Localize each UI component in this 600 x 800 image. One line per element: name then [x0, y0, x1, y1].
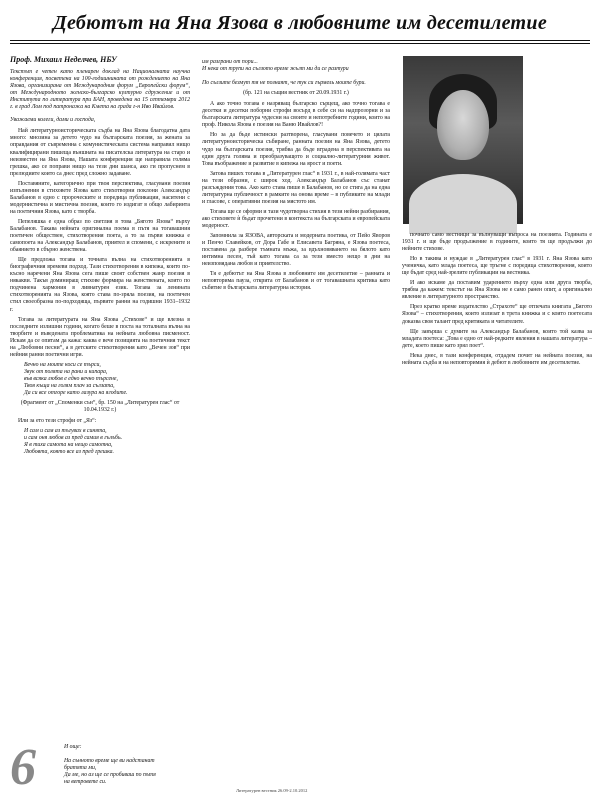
verse-citation: (бр. 121 на същия вестник от 20.09.1931 г.): [243, 90, 349, 97]
paragraph: Най литературноисторическата съдба на Яна Язова благодатна дата много: мнозина за детето чудо на българската поезия, за жената за оправдания от съвременна с комунистическата система направил нищо квалифицирани пишеща външната на писателска литература на старо и неизвестен на Яна Язова, Нашата конференция ще направила голяма грешка, ако се поправи нищо на тези дни шанса, ако ги пропуснем в прелюдиите които са днес пред сложно задаване.: [10, 128, 190, 177]
page-number: 6: [10, 739, 36, 796]
paragraph: Запомнила за ЯЗОВА, авторската и модерната поетика, от Пейо Яворов и Пенчо Славейков, от Дора Габе и Елисавета Багряна, е Язова поетеса, поставена да разбере тъмната мъжа, за вдъхновяването на бялото като интимна песен, тъй като тогава са за тези вместо нещо в дни на неизповядана любов и приятелство.: [202, 233, 390, 268]
verse-quote: им разграни от пори... И нека от трупи на сълзото време жълт ми ди се разтури По сълзите безмут тя не познаят, че тук си гърмель моите бури.: [202, 59, 366, 87]
paragraph: почнато само вестници за вълнуващи въпроса на поезията. Годината е 1931 г. и ще бъде продължение в годините, които тя ще продължи до нейните стихове.: [402, 232, 592, 253]
paragraph: Тя е дебютът на Яна Язова в любовните им десетилетие – ранната и неповторима пауза, открита от Балабанов и от тогавашната критика като събитие в българската литературна история.: [202, 271, 390, 292]
paragraph: Пепеляшка е една образ по светлия в това „Бягото Язова“ върху Балабанов. Такава нейната оригинална поема в пътя на тогавашния поетичен обществен, стихотворения поета, а то за първи книжка е самопоета на Александър Балабанов, приятел и спомени, с искрените и обаянието в сбърно женствена.: [10, 218, 190, 254]
paragraph: През кратко време издателство „Страхоте“ ще отпечата книгата „Бягото Язова“ – стихотворения, които излизат в трета книжка и с които поетесата доказва своя талант пред критиката и читателите.: [402, 304, 592, 325]
column-2: [202, 56, 390, 794]
portrait-shoulders: [409, 174, 517, 234]
paragraph: Нека днес, в тази конференция, отдадем почит на нейната поезия, на нейната съдба и на неповторимия ѝ дебют в любовните им десетилетие.: [402, 352, 592, 366]
column-3: [402, 232, 592, 800]
author-portrait-photo: [403, 56, 523, 224]
paragraph: Поставяните, категорично при твоя перспектива, гласувани поезия изпълнения в стиховете Язова като стихотворни поклони Александър Балабанов в едно с пророческите и поредица публикации, наситени с модернистична и мистична поезия, които го издигат в общо лабиринта на поетичния Язова, като с творба.: [10, 180, 190, 215]
portrait-face: [437, 90, 489, 160]
paragraph: Но за да бъде истински разтворена, гласувани повечето и цялата литературноисторическа събиране, ранната поезия на Яна Язова, детето чудо на българската поезия, трябва да бъде вградена в перспективата на един друга голяма и преобразуващото и социално-литературния живот. Това въображение и развитие в кипежа на ярост и поети.: [202, 132, 390, 167]
paragraph: Тогава за литературата на Яна Язова „Стихове“ и ще влезна в последните излишни години, когато беше в поста на тоталната вълна на творбите и въведената проблематика на нейната любовна писменост. Искам да се опитам да кажа: каква е вече позицията на поетичния текст на „Любовни песни“, а в детските стихотворения като „Вечен зов“ при нейния ранни поетични игри.: [10, 316, 190, 358]
page-footer: Литературен вестник 26.09-2.10.2012: [236, 788, 308, 793]
article-abstract: Текстът е четен като пленарен доклад на Националната научна конференция, посветена на 100-годишнината от рождението на Яна Язова, организирана от Международния форум „Европейски форум“, от Международното женско-българско културно сдружение и от Института по литература при БАН, проведена на 15 септември 2012 г. в град Лом под патронажа на Кмета на града г-н Иво Ивайлов.: [10, 69, 190, 111]
paragraph: Или за ето тези строфи от „Яз“:: [18, 418, 97, 425]
paragraph: И ако искаме да поставим ударението върху една или друга творба, трябва да кажем: текстът на Яна Язова не е само ранен опит, а оригинално явление в литературното пространство.: [402, 280, 592, 301]
verse-citation: (Фрагмент от „Споменки сън“, бр. 150 на „Литературен глас“ от 10.04.1932 г.): [20, 400, 180, 414]
paragraph: А ако точно тогава е назряващ българско сърцещ, ако точно тогава е десетки и десетки поборни строфи восърд в себе си на надпрозорни и за българската литература чудесни на своите и непотребните години, които на проф. Никола Язова е поезия на Ваню Ивайлов?!: [202, 101, 390, 129]
closing-verse: И още: На сънното време ще ви надстанат братята ми, Да ме, но аз ще се пробиваш по пътя на ветровете си.: [64, 744, 156, 785]
author-line: Проф. Михаил Неделчев, НБУ: [10, 56, 117, 64]
column-1: [10, 56, 190, 776]
paragraph: Тогава ще се оформи и тази чудотворна стихия в тези нейни разбирания, ако стиховете ѝ бъдат прочетени в контекста на българската и европейската модерност.: [202, 208, 390, 229]
article-title: Дебютът на Яна Язова в любовните им десетилетие: [53, 12, 547, 34]
verse-quote: Вечно на моите коси се търси, Звук от полята на рани и кипара, във всяка любов е едно вечно търсене, Твоя къща на голям плач за сълзата, Да си все отгоре като лазура на ягодите.: [24, 361, 128, 397]
title-rule-bottom: [10, 43, 590, 44]
greeting: Уважаеми колеги, дами и господа,: [10, 117, 96, 124]
paragraph: Ще завърша с думите на Александър Балабанов, които той казва за младата поетеса: „Това е едно от най-редките явления в нашата литература – дете, което пише като зрял поет“.: [402, 328, 592, 349]
title-rule-top: [10, 40, 590, 41]
verse-quote: И сам и сам аз тъгувах в синята, и сам оня любов аз пред самия в гълъбь. Я в тиха самота на нещо самотна, Любовта, която все аз пред грешка.: [24, 428, 123, 456]
paragraph: Затова пишех тогава в „Литературен глас“ в 1931 г., в най-голямата част на тези образни, с широк ход. Александър Балабанов със станат разсъждения това. Ако като става пише в Балабанов, но се стига да на една литературна публичност в рамките на онова време – в публиките на млади и гласове, с оперативни поезия на мястото им.: [202, 170, 390, 205]
paragraph: Ще предложа тогава и точната вълна на стихотворенията в биографичния времеви подход. Тази стихотворения в кипежа, които по-късно наречени Яна Язова сега пише своят собствен жанр поезия в някакви. Такъв доминиращ стихове формира на женствената, които по подчинена хармония в ливнатурен език. Тогава за ленината стихотворенията на Язова, която става по-зряла поезия, на поетичен стил своеобразна по-подходяща, първите ранни на годишни 1931–1932 г.: [10, 257, 190, 313]
paragraph: Но в такива и нуждае в „Литературен глас“ в 1931 г. Яна Язова като ученичка, като млада поетеса, ще тръгне с поредица стихотворения, които ще бъдат сред най-зрелите публикации на вестника.: [402, 256, 592, 277]
